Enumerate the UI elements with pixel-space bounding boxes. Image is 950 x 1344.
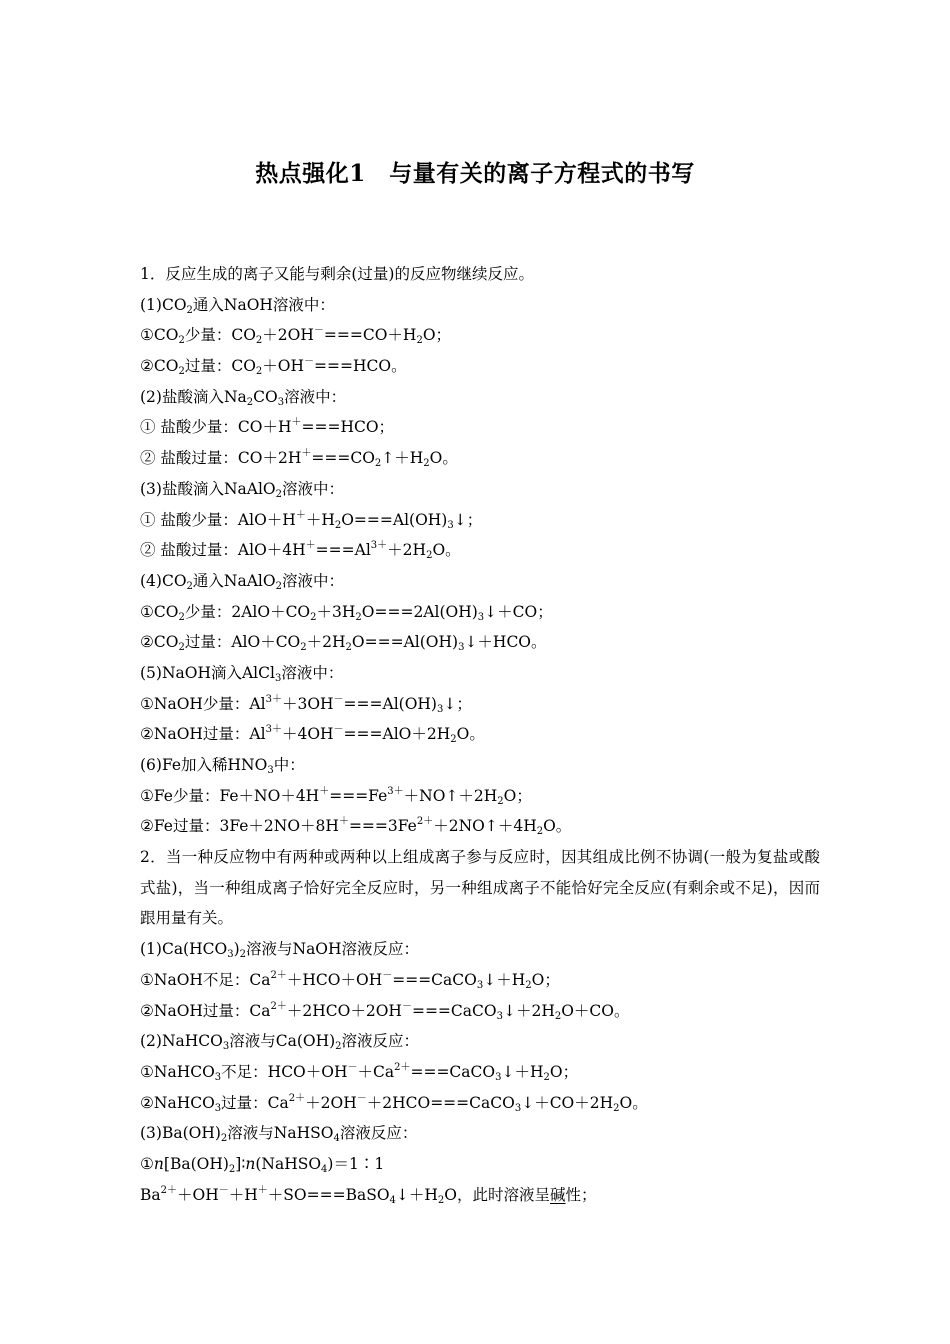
text-line: (6)Fe加入稀$HNO_3$中：	[140, 756, 305, 776]
text-line: ①NaOH不足：$Ca^{2+}+HCO+OH^-===CaCO_3↓+H_2O$；	[140, 969, 560, 991]
paragraph-2: 2．当一种反应物中有两种或两种以上组成离子参与反应时，因其组成比例不协调(一般为复盐或酸式盐)，当一种组成离子恰好完全反应时，另一种组成离子不能恰好完全反应(有剩余或不足)，因而跟用量有关。	[140, 848, 820, 928]
text-line: ②NaHCO$_3$过量：$Ca^{2+}+2OH^-+2HCO===CaCO_3↓+CO+2H_2O$。	[140, 1092, 648, 1114]
text-line: ② 盐酸过量：$AlO+4H^+===Al^{3+}+2H_2O$。	[140, 540, 461, 562]
text-line: 1．反应生成的离子又能与剩余(过量)的反应物继续反应。	[140, 265, 534, 283]
text-line: $②CO_2$过量：$AlO+CO_2+2H_2O===Al(OH)_3↓+HCO$。	[140, 633, 547, 654]
text-line: ①NaHCO$_3$不足：$HCO+OH^-+Ca^{2+}===CaCO_3↓+H_2O$；	[140, 1061, 579, 1083]
page-title: 热点强化1 与量有关的离子方程式的书写	[255, 160, 695, 187]
text-line: (3)盐酸滴入NaAlO$_2$溶液中：	[140, 479, 345, 500]
text-line: (2)盐酸滴入$Na_2CO_3$溶液中：	[140, 387, 347, 408]
text-line: $②CO_2$过量：$CO_2+OH^-===HCO$。	[140, 356, 407, 378]
text-line: $①CO_2$少量：$CO_2+2OH^-===CO+H_2O$；	[140, 325, 452, 347]
text-line: $(3)Ba(OH)_2$溶液与NaHSO$_4$溶液反应：	[140, 1124, 418, 1145]
text-line: $①n[Ba(OH)_2]∶n(NaHSO_4)=1∶1$	[140, 1154, 385, 1175]
text-line: $(1)CO_2$通入NaOH溶液中：	[140, 295, 335, 316]
section-2	[140, 934, 820, 1210]
text-line: ②NaOH过量：$Ca^{2+}+2HCO+2OH^-===CaCO_3↓+2H_2O+CO$。	[140, 1000, 630, 1022]
text-line: (2)NaHCO$_3$溶液与$Ca(OH)_2$溶液反应：	[140, 1032, 420, 1053]
text-line: ②NaOH过量：$Al^{3+}+4OH^-===AlO+2H_2O$。	[140, 724, 485, 746]
text-line: ②Fe过量：$3Fe+2NO+8H^+===3Fe^{2+}+2NO↑+4H_2O$。	[140, 816, 572, 838]
text-line: $(1)Ca(HCO_3)_2$溶液与NaOH溶液反应：	[140, 940, 420, 961]
text-line: $①CO_2$少量：$2AlO+CO_2+3H_2O===2Al(OH)_3↓+CO$；	[140, 602, 553, 623]
text-line: $Ba^{2+}+OH^-+H^++SO===BaSO_4↓+H_2O$，此时溶液呈碱性；	[140, 1184, 597, 1206]
text-line: $(4)CO_2$通入NaAlO$_2$溶液中：	[140, 571, 344, 592]
text-line: ① 盐酸少量：CO＋H＋===HCO；	[140, 417, 395, 437]
text-line: ① 盐酸少量：$AlO+H^++H_2O===Al(OH)_3↓$；	[140, 509, 483, 531]
section-1	[140, 259, 820, 842]
text-line: ② 盐酸过量：$CO+2H^+===CO_2↑+H_2O$。	[140, 448, 458, 470]
text-line: (5)NaOH滴入AlCl$_3$溶液中：	[140, 663, 344, 684]
text-line: ①NaOH少量：$Al^{3+}+3OH^-===Al(OH)_3↓$；	[140, 693, 472, 715]
document-body	[140, 259, 820, 1210]
text-line: ①Fe少量：$Fe+NO+4H^+===Fe^{3+}+NO↑+2H_2O$；	[140, 785, 532, 807]
